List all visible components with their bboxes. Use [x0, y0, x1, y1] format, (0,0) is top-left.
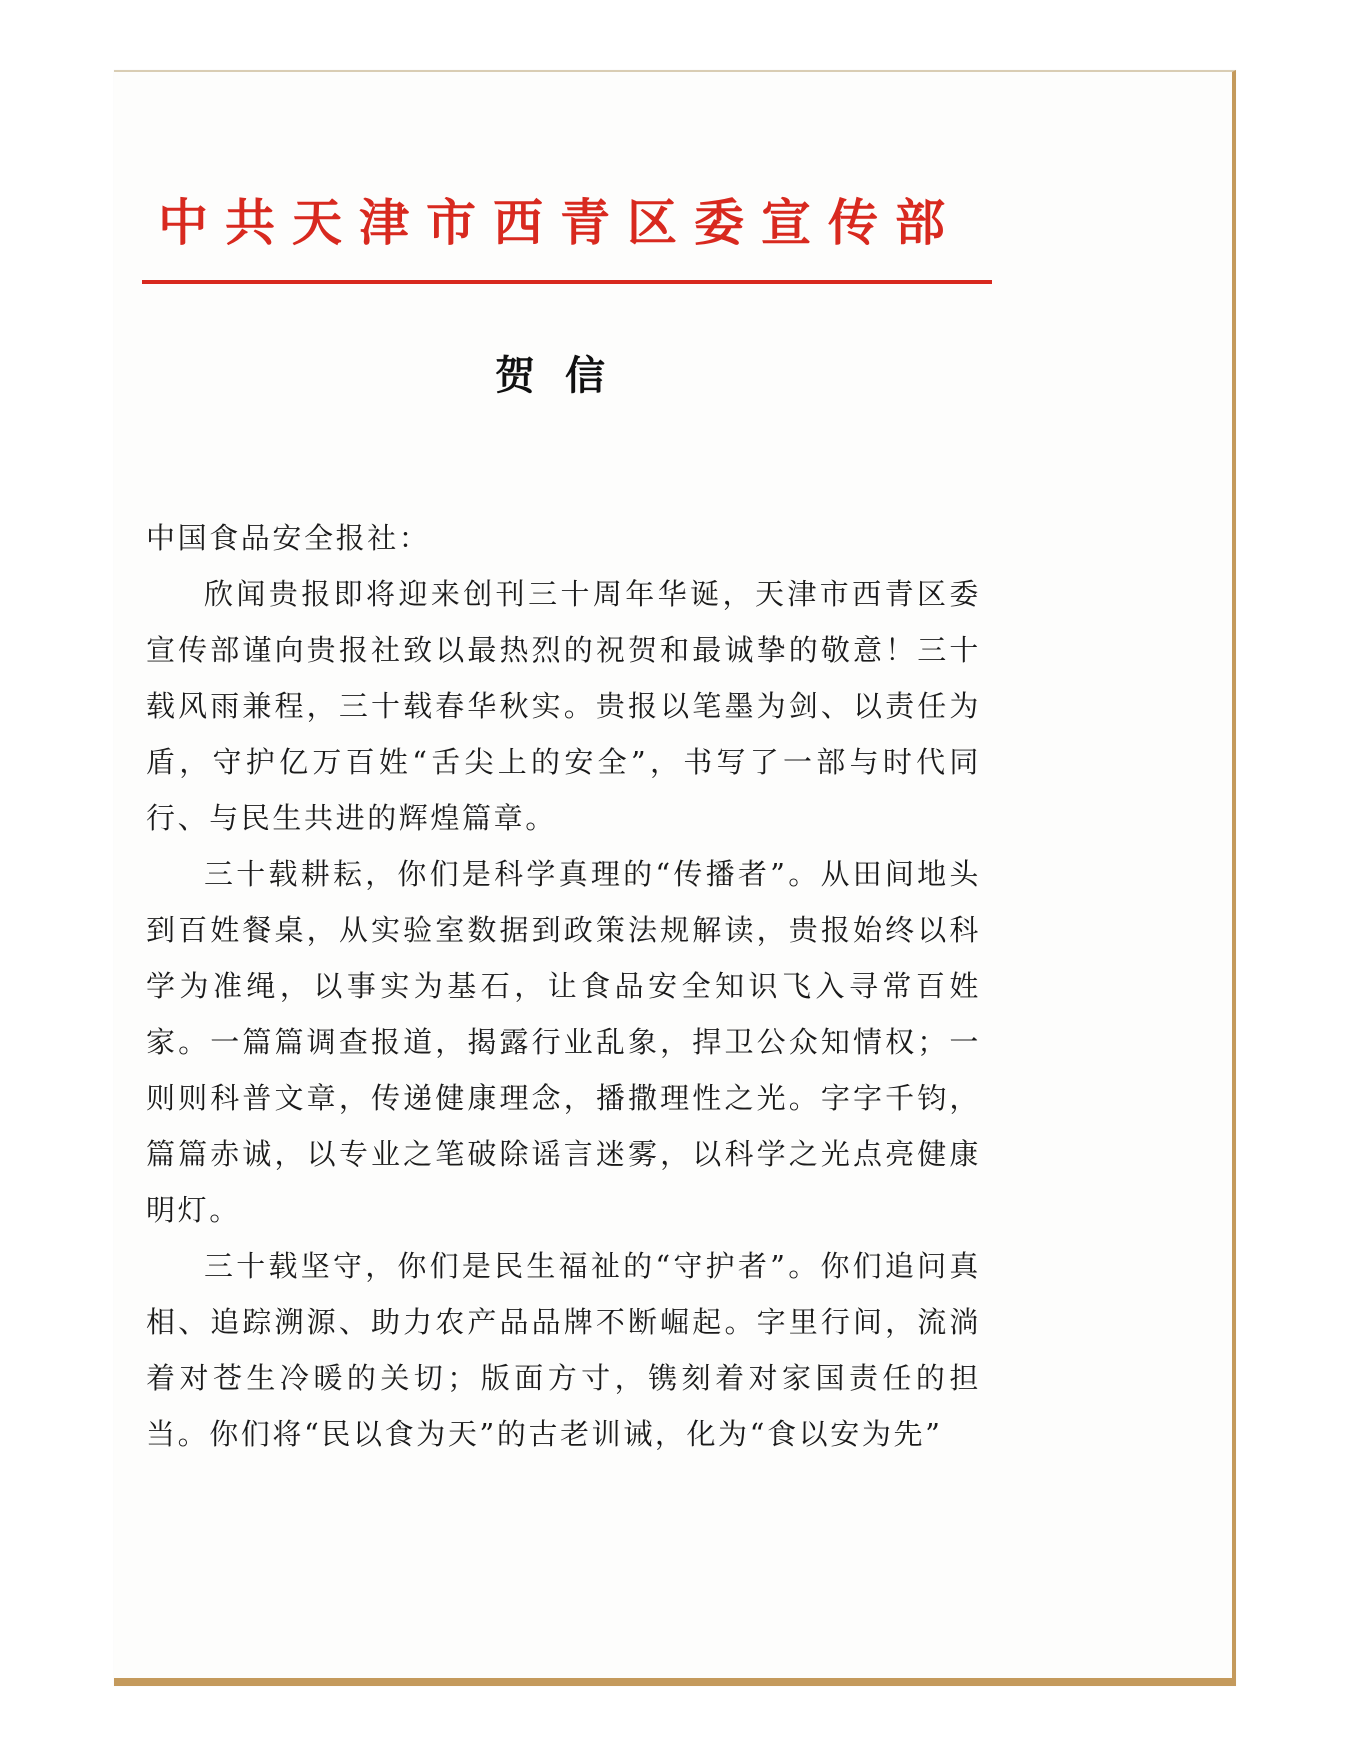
letterhead-organization: 中共天津市西青区委宣传部	[158, 193, 962, 252]
body-paragraph-1: 欣闻贵报即将迎来创刊三十周年华诞，天津市西青区委宣传部谨向贵报社致以最热烈的祝贺和最诚挚的敬意！三十载风雨兼程，三十载春华秋实。贵报以笔墨为剑、以责任为盾，守护亿万百姓“舌尖上的安全”，书写了一部与时代同行、与民生共进的辉煌篇章。	[146, 577, 981, 835]
body-paragraph-2: 三十载耕耘，你们是科学真理的“传播者”。从田间地头到百姓餐桌，从实验室数据到政策法规解读，贵报始终以科学为准绳，以事实为基石，让食品安全知识飞入寻常百姓家。一篇篇调查报道，揭露行业乱象，捍卫公众知情权；一则则科普文章，传递健康理念，播撒理性之光。字字千钧，篇篇赤诚，以专业之笔破除谣言迷雾，以科学之光点亮健康明灯。	[146, 857, 981, 1227]
letter-body	[146, 510, 981, 1462]
salutation: 中国食品安全报社：	[146, 521, 431, 555]
body-paragraph-3: 三十载坚守，你们是民生福祉的“守护者”。你们追问真相、追踪溯源、助力农产品品牌不断崛起。字里行间，流淌着对苍生冷暖的关切；版面方寸，镌刻着对家国责任的担当。你们将“民以食为天”的古老训诫，化为“食以安为先”	[146, 1249, 981, 1451]
letterhead-red-rule	[142, 280, 992, 284]
document-title: 贺信	[495, 352, 635, 399]
